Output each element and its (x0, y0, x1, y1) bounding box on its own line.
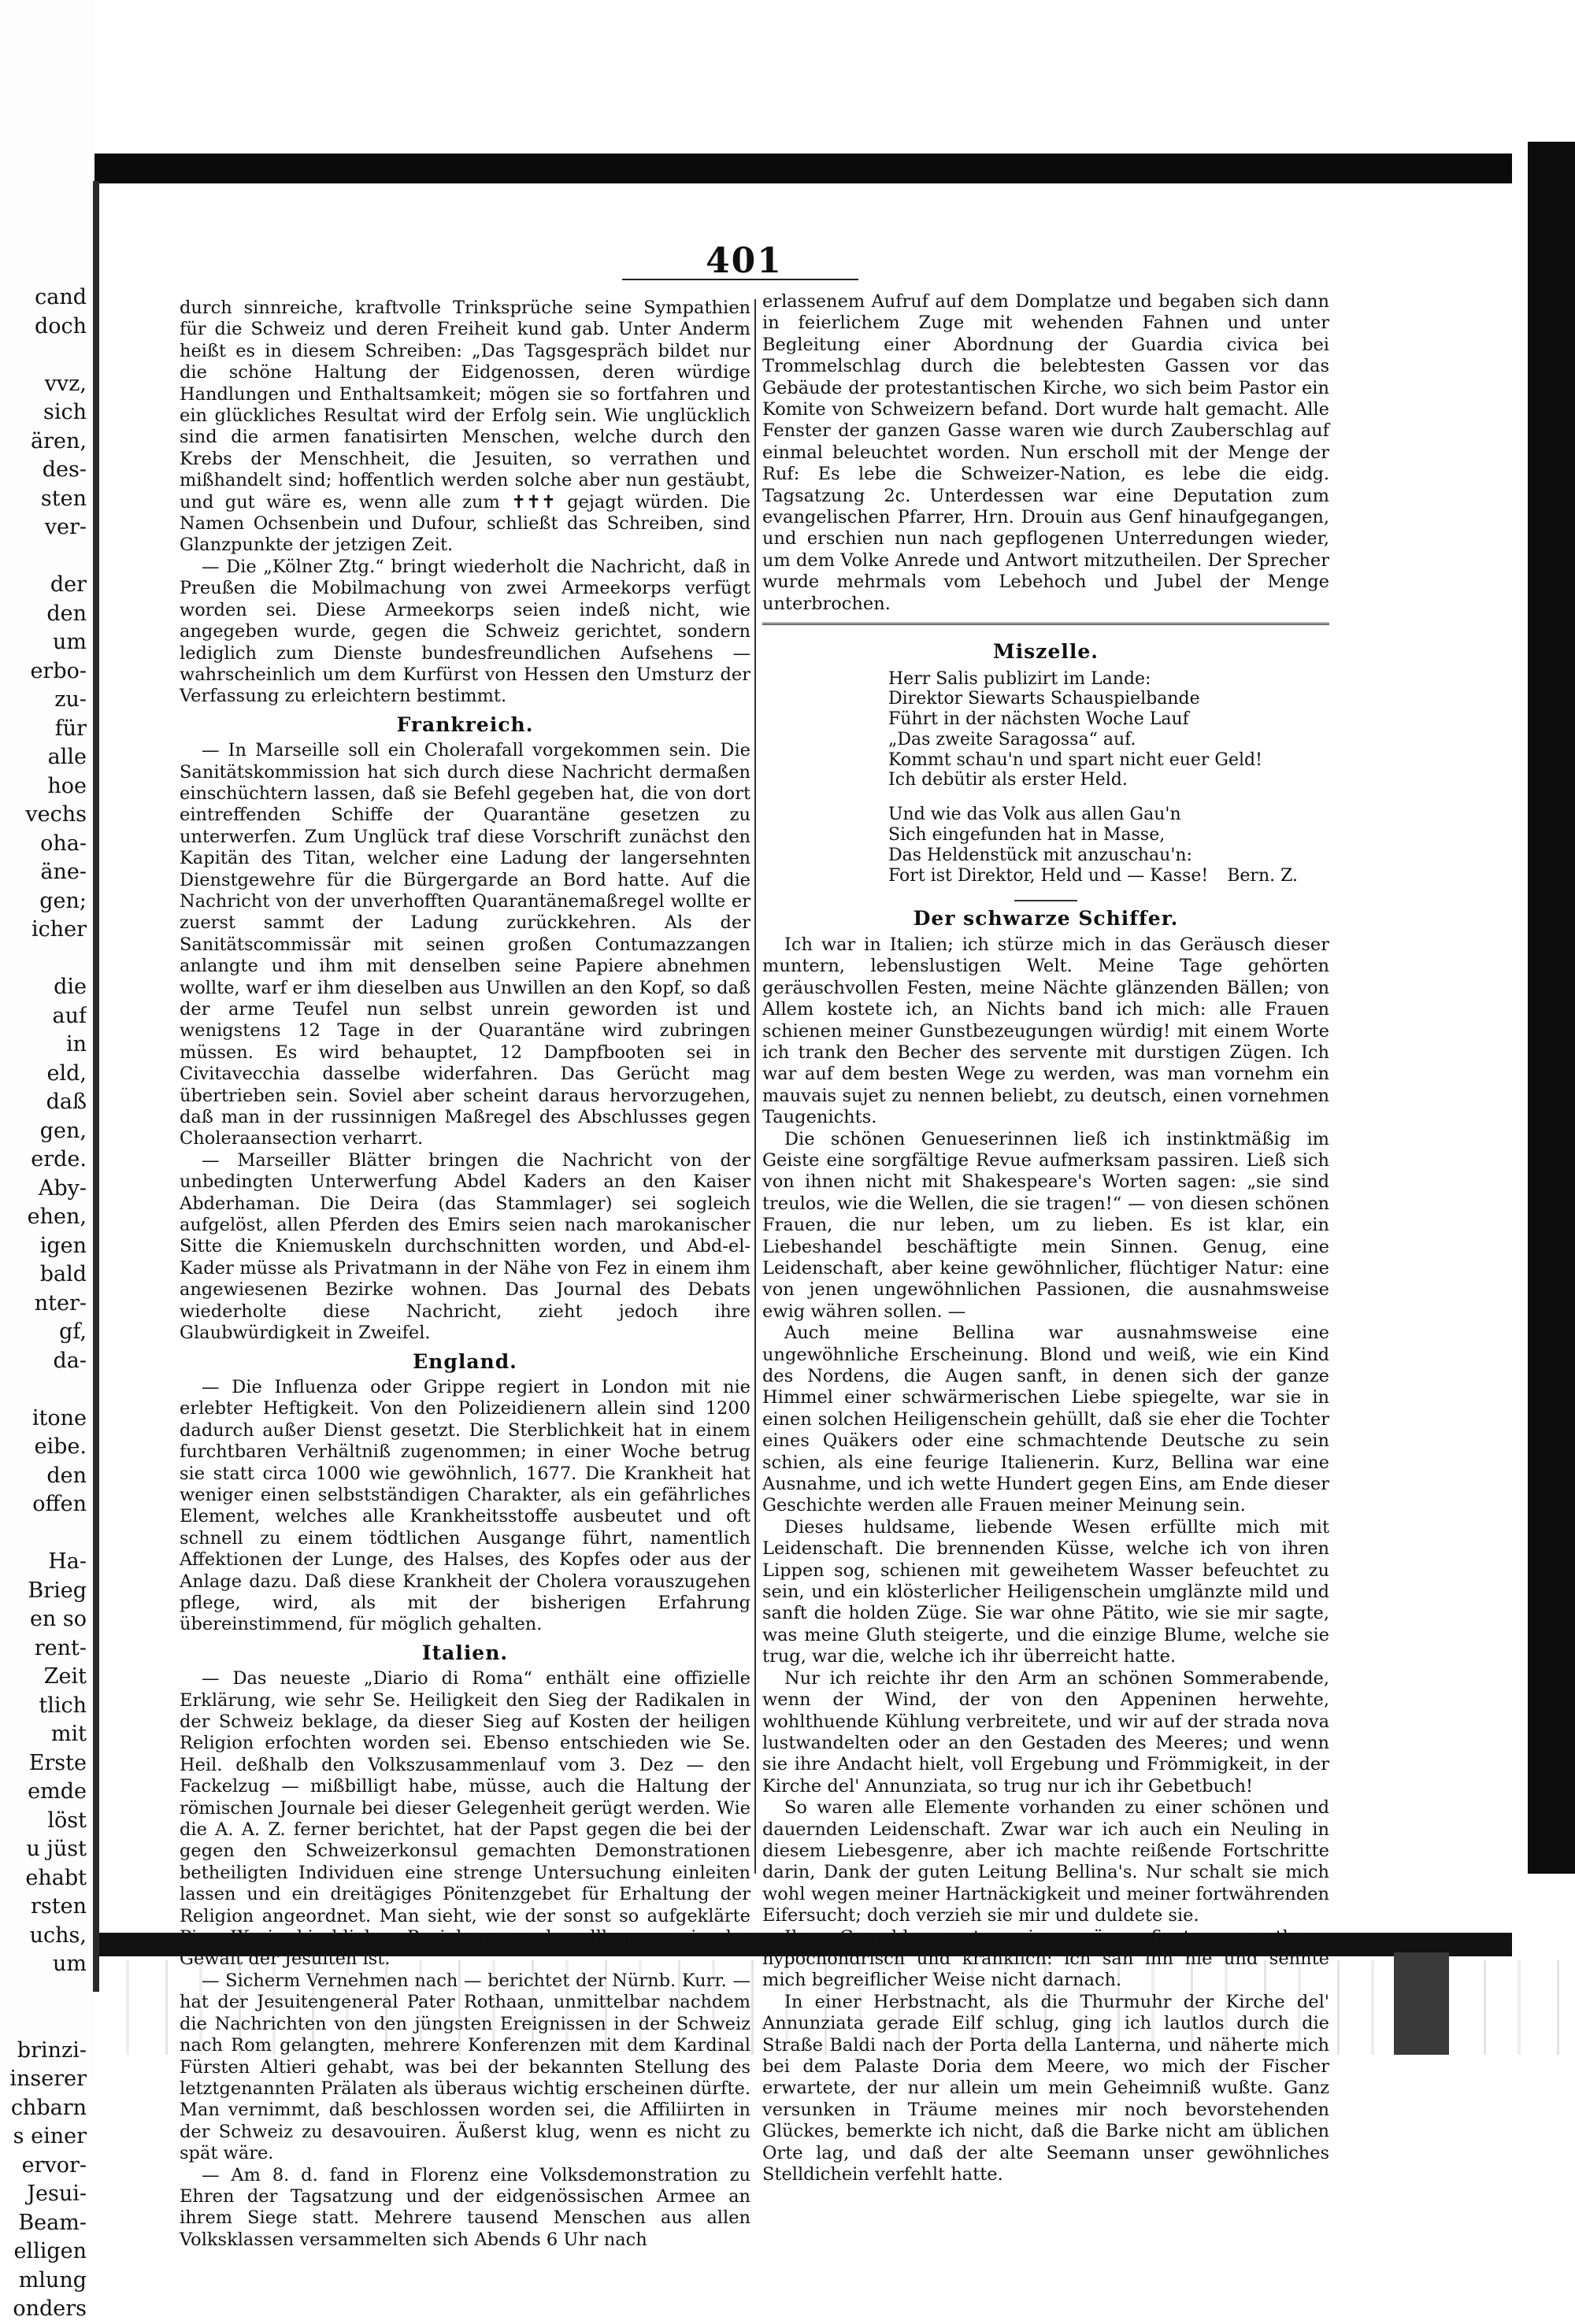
bleed-line: icher (31, 917, 87, 942)
bleed-line: die (54, 975, 87, 999)
article-paragraph: — Sicherm Vernehmen nach — berichtet der Nürnb. Kurr. — hat der Jesuitengeneral Pater Rothaan, unmittelbar nachdem die Nachrichten von den jüngsten Ereignissen in der Schweiz nach Rom gelangten, mehrere Konferenzen mit dem Kardinal Fürsten Altieri gehabt, was bei der bekannten Stellung des letztgenannten Prälaten als überaus wichtig erscheinen dürfte. Man vernimmt, daß beschlossen worden sei, die Affiliirten in der Schweiz zu desavouiren. Äußerst klug, wenn es nicht zu spät wäre. (180, 1970, 750, 2164)
bleed-line: tlich (39, 1693, 87, 1718)
bleed-line: Zeit (43, 1664, 87, 1689)
bleed-line: bald (39, 1262, 87, 1286)
poem-line: Sich eingefunden hat in Masse, (888, 825, 1166, 846)
article-paragraph: — In Marseille soll ein Cholerafall vorgekommen sein. Die Sanitätskommission hat sich durch diese Nachricht dermaßen einschüchtern lassen, daß sie Befehl gegeben hat, die von dort eintreffenden Schiffe der Quarantäne gesetzen zu unterwerfen. Zum Unglück traf diese Vorschrift zunächst den Kapitän des Titan, welcher eine Ladung der langersehnten Dienstgewehre für die Bürgergarde an Bord hatte. Auf die Nachricht von der unverhofften Quarantänemaßregel wollte er zuerst sammt der Ladung zurückkehren. Als der Sanitätscommissär mit seinen großen Contumazzangen anlangte und ihm mit denselben seine Papiere abnehmen wollte, warf er ihm dieselben aus Unwillen an den Kopf, so daß der arme Teufel nun selbst unrein geworden ist und wenigstens 12 Tage in der Quarantäne wird zubringen müssen. Es wird behauptet, 12 Dampfbooten sei in Civitavecchia dasselbe widerfahren. Das Gerücht mag übertrieben sein. Soviel aber scheint daraus hervorzugehen, daß man in der russinnigen Maßregel des Abschlusses gegen Choleraansection verharrt. (180, 740, 750, 1149)
bleed-line: oha- (40, 831, 87, 856)
poem-line: „Das zweite Saragossa“ auf. (888, 729, 1136, 749)
section-heading-frankreich: Frankreich. (396, 712, 534, 736)
poem-line: Das Heldenstück mit anzuschau'n: (888, 845, 1192, 865)
bleed-line (0, 1375, 87, 1404)
bleed-line: der (50, 572, 87, 597)
bleed-line: eibe. (34, 1434, 87, 1459)
poem-signature: Bern. Z. (1227, 865, 1298, 886)
section-rule (762, 623, 1329, 625)
bleed-line: igen (39, 1233, 87, 1258)
bleed-line: onders (13, 2296, 87, 2321)
scan-bottom-mark (1394, 1952, 1449, 2055)
bleed-line: erbo- (30, 658, 87, 683)
bleed-line: gen, (39, 1118, 87, 1143)
article-paragraph: — Am 8. d. fand in Florenz eine Volksdemonstration zu Ehren der Tagsatzung und der eidgenössischen Armee an ihrem Siege statt. Mehrere tausend Menschen aus allen Volksklassen versammelten sich Abends 6 Uhr nach (180, 2164, 750, 2250)
column-divider (754, 299, 756, 1874)
story-paragraph: In einer Herbstnacht, als die Thurmuhr der Kirche del' Annunziata gerade Eilf schlug, ging ich lautlos durch die Straße Baldi nach der Porta della Lanterna, und näherte mich bei dem Palaste Doria dem Meere, wo mich der Fischer erwartete, der nur allein um mein Geheimniß wußte. Ganz versunken in Träume meines mir noch bevorstehenden Glückes, bemerkte ich nicht, daß die Barke nicht am üblichen Orte lag, und daß der alte Seemann unser gewöhnliches Stelldichein verfehlt hatte. (762, 1991, 1329, 2185)
story-paragraph: Dieses huldsame, liebende Wesen erfüllte mich mit Leidenschaft. Die brennenden Küsse, welche ich von ihren Lippen sog, schienen mit geweihetem Wasser befeuchtet zu sein, und ein klösterlicher Heiligenschein umglänzte mild und sanft die holden Züge. Sie war ohne Pätito, wie sie mir sagte, was meine Gluth steigerte, und die einzige Blume, welche sie trug, war die, welche ich ihr überreicht hatte. (762, 1516, 1329, 1667)
bleed-line: äne- (40, 860, 87, 884)
bleed-line: Jesui- (27, 2182, 87, 2206)
bleed-line: en so (29, 1607, 87, 1631)
bleed-line: den (46, 1463, 87, 1488)
bleed-line: Beam- (18, 2210, 87, 2235)
bleed-line: nter- (34, 1290, 87, 1316)
intro-paragraph: — Die „Kölner Ztg.“ bringt wiederholt die Nachricht, daß in Preußen die Mobilmachung von zwei Armeekorps verfügt worden sei. Diese Armeekorps seien indeß nicht, wie angegeben wurde, gegen die Schweiz gerichtet, sondern lediglich zum Dienste bundesfreundlichen Aufsehens — wahrscheinlich um dem Kurfürst von Hessen den Umsturz der Verfassung zu erleichtern bestimmt. (180, 556, 750, 707)
bleed-line: da- (53, 1348, 87, 1373)
section-heading-italien: Italien. (421, 1641, 509, 1664)
bleed-line: vechs (25, 802, 87, 827)
bleed-line: alle (47, 745, 87, 769)
bleed-line: Brieg (28, 1578, 87, 1603)
bleed-line: hoe (47, 773, 87, 798)
bleed-line: löst (47, 1808, 87, 1833)
bleed-line: für (54, 716, 87, 741)
story-paragraph: Ich war in Italien; ich stürze mich in das Geräusch dieser muntern, lebenslustigen Welt. Meine Tage gehörten geräuschvollen Festen, meine Nächte glänzenden Bällen; von Allem kostete ich, an Nichts band ich mich: alle Frauen schienen meiner Gunstbezeugungen würdig! mit einem Worte ich trank den Becher des servente mit durstigen Zügen. Ich war auf dem besten Wege zu werden, was man vornehm ein mauvais sujet zu nennen beliebt, zu deutsch, einen vornehmen Taugenichts. (762, 934, 1329, 1128)
bleed-line: rsten (31, 1894, 87, 1919)
bleed-line: vvz, (44, 371, 87, 396)
section-heading-england: England. (413, 1349, 517, 1373)
story-paragraph: Die schönen Genueserinnen ließ ich instinktmäßig im Geiste eine sorgfältige Revue aufmerksam passiren. Ließ sich von ihnen nicht mit Shakespeare's Worten sagen: „sie sind treulos, wie die Wellen, die sie tragen!“ — von diesen schönen Frauen, die nur leben, um zu lieben. Es ist klar, ein Liebeshandel beschäftigte mein Sinnen. Genug, eine Leidenschaft, aber keine gewöhnlicher, flüchtiger Natur: eine von jenen ungewöhnlichen Passionen, die ausnahmsweise ewig währen sollen. — (762, 1128, 1329, 1322)
poem-last-line (888, 866, 1329, 886)
bleed-line (0, 542, 87, 572)
bleed-line: um (53, 630, 87, 654)
bleed-line: offen (32, 1492, 87, 1516)
article-paragraph: — Das neueste „Diario di Roma“ enthält eine offizielle Erklärung, wie sehr Se. Heiligkeit den Sieg der Radikalen in der Schweiz beklage, da dieser Sieg auf Kosten der heiligen Religion erfochten worden sei. Ebenso entschieden wie Se. Heil. deßhalb den Volkszusammenlauf vom 3. Dez — den Fackelzug — mißbilligt habe, müsse, auch die Haltung der römischen Journale bei dieser Gelegenheit gerügt werden. Wie die A. A. Z. ferner berichtet, hat der Papst gegen die bei der gegen den Schweizerkonsul gemachten Demonstrationen betheiligten Individuen eine strenge Untersuchung einleiten lassen und ein dreitägiges Pönitenzgebet für Erhaltung der Religion angeordnet. Man sieht, wie der sonst so aufgeklärte Pius IX. in kirchlicher Beziehung noch vollkommen in der Gewalt der Jesuiten ist. (180, 1668, 750, 1970)
story-paragraph: So waren alle Elemente vorhanden zu einer schönen und dauernden Leidenschaft. Zwar war ich auch ein Neuling in diesem Liebesgenre, aber ich machte reißende Fortschritte darin, Dank der guten Leitung Bellina's. Nur schalt sie mich wohl wegen meiner Hartnäckigkeit und meiner fortwährenden Eifersucht; doch verzieh sie mir und duldete sie. (762, 1797, 1329, 1926)
bleed-line: ver- (44, 515, 87, 539)
article-paragraph: — Marseiller Blätter bringen die Nachricht von der unbedingten Unterwerfung Abdel Kaders an den Kaiser Abderhaman. Die Deira (das Stammlager) sei sogleich aufgelöst, allen Pferden des Emirs seien nach marokanischer Sitte die Kniemuskeln durchschnitten worden, und Abd-el-Kader müsse als Privatmann in der Nähe von Fez in einem ihm angewiesenen Bezirke wohnen. Das Journal des Debats wiederholte diese Nachricht, zieht jedoch ihre Glaubwürdigkeit in Zweifel. (180, 1149, 750, 1344)
bleed-line (0, 1519, 87, 1549)
bleed-line: des- (42, 457, 87, 482)
bleed-line: doch (34, 313, 87, 339)
bleed-line: gf, (59, 1319, 87, 1344)
bleed-line: rent- (34, 1635, 87, 1660)
bleed-line: daß (46, 1090, 87, 1114)
bleed-line: u jüst (26, 1837, 87, 1861)
bleed-line (0, 1979, 87, 2008)
previous-page-bleed-text (0, 283, 87, 2324)
bleed-line: cand (35, 285, 87, 309)
bleed-line: ehen, (27, 1205, 87, 1229)
bleed-line: mit (50, 1722, 87, 1746)
poem-line: Direktor Siewarts Schauspielbande (888, 689, 1200, 709)
bleed-line: inserer (9, 2067, 87, 2091)
poem-stanza (888, 805, 1329, 886)
bleed-line: chbarn (10, 2095, 87, 2120)
bleed-line: mlung (18, 2267, 87, 2293)
section-rule (1014, 900, 1077, 901)
bleed-line: gen; (39, 888, 87, 913)
bleed-line: erde. (31, 1147, 87, 1171)
right-column (762, 291, 1329, 2185)
poem-stanza (888, 669, 1329, 791)
bleed-line: Ha- (48, 1549, 87, 1574)
article-paragraph: — Die Influenza oder Grippe regiert in London mit nie erlebter Heftigkeit. Von den Polizeidienern allein sind 1200 dadurch außer Dienst gesetzt. Die Sterblichkeit hat in einem furchtbaren Verhältniß zugenommen; in einer Woche betrug sie statt circa 1000 wie gewöhnlich, 1677. Die Krankheit hat weniger einen selbstständigen Charakter, als ein gefährliches Element, welches alle Krankheitsstoffe ausbeutet und oft schnell zu einem tödtlichen Ausgange führt, namentlich Affektionen der Lunge, des Halses, des Kopfes oder aus der Anlage dazu. Daß diese Krankheit der Cholera vorauszugehen pflege, wird, als mit der bisherigen Erfahrung übereinstimmend, für möglich gehalten. (180, 1376, 750, 1635)
left-column (180, 298, 750, 2251)
bleed-line: Erste (28, 1750, 87, 1775)
section-heading-schwarze-schiffer: Der schwarze Schiffer. (913, 907, 1179, 931)
bleed-line: Aby- (38, 1175, 87, 1201)
poem-line: Kommt schau'n und spart nicht euer Geld! (888, 749, 1262, 770)
story-paragraph: Nur ich reichte ihr den Arm an schönen Sommerabende, wenn der Wind, der von den Appeninen herwehte, wohlthuende Kühlung verbreitete, und wir auf der strada nova lustwandelten oder an den Gestaden des Meeres; und wenn sie ihre Andacht hielt, voll Ergebung und Frömmigkeit, in der Kirche del' Annunziata, so trug nur ich ihr Gebetbuch! (762, 1667, 1329, 1797)
bleed-line: elligen (13, 2239, 87, 2263)
scan-top-margin (0, 0, 1575, 134)
bleed-line: um (53, 1952, 87, 1976)
scan-top-border (94, 154, 1512, 183)
bleed-line: auf (52, 1003, 87, 1028)
page-number: 401 (706, 241, 783, 281)
section-heading-miszelle: Miszelle. (993, 640, 1099, 664)
bleed-line: emde (28, 1779, 87, 1804)
poem (888, 669, 1329, 886)
bleed-line: eld, (46, 1060, 87, 1086)
bleed-line: sten (40, 486, 87, 511)
bleed-line: brinzi- (17, 2037, 87, 2063)
bleed-line: uchs, (29, 1922, 87, 1948)
bleed-line: s einer (13, 2124, 87, 2148)
intro-paragraph: durch sinnreiche, kraftvolle Trinksprüche seine Sympathien für die Schweiz und deren Freiheit kund gab. Unter Anderm heißt es in diesem Schreiben: „Das Tagsgespräch bildet nur die schöne Haltung der Eidgenossen, deren würdige Handlungen und Enthaltsamkeit; mögen sie so fortfahren und ein glückliches Resultat wird der Erfolg sein. Wie unglücklich sind die armen fanatisirten Menschen, welche durch den Krebs der Menschheit, die Jesuiten, so verrathen und mißhandelt sind; hoffentlich werden solche aber nun gestäubt, und gut wäre es, wenn alle zum ✝✝✝ gejagt würden. Die Namen Ochsenbein und Dufour, schließt das Schreiben, sind Glanzpunkte der jetzigen Zeit. (180, 298, 750, 556)
poem-line: Ich debütir als erster Held. (888, 770, 1128, 790)
poem-line: Herr Salis publizirt im Lande: (888, 668, 1151, 689)
bleed-line: ären, (31, 428, 87, 453)
story-paragraph: Auch meine Bellina war ausnahmsweise eine ungewöhnliche Erscheinung. Blond und weiß, wie ein Kind des Nordens, die Augen sanft, in denen sich der ganze Himmel einer schwärmerischen Liebe spiegelte, war sie in einen solchen Heiligenschein gehüllt, daß sie eher die Tochter eines Quäkers oder eine schmachtende Deutsche zu sein schien, als eine feurige Italienerin. Kurz, Bellina war eine Ausnahme, und ich wette Hundert gegen Eins, am Ende dieser Geschichte werden alle Frauen meiner Meinung sein. (762, 1323, 1329, 1516)
book-spine (93, 181, 99, 1992)
page-number-rule (622, 279, 858, 280)
poem-line: Führt in der nächsten Woche Lauf (888, 709, 1189, 730)
bleed-line: ervor- (21, 2152, 87, 2178)
poem-line: Und wie das Volk aus allen Gau'n (888, 805, 1181, 825)
bleed-line: den (46, 601, 87, 626)
bleed-line (0, 2008, 87, 2037)
bleed-line: zu- (54, 687, 87, 712)
poem-line: Fort ist Direktor, Held und — Kasse! (888, 865, 1209, 886)
bleed-line: itone (32, 1405, 87, 1430)
bleed-line (0, 341, 87, 370)
bleed-line: in (65, 1032, 87, 1057)
bleed-line: sich (43, 400, 87, 424)
continuation-paragraph: erlassenem Aufruf auf dem Domplatze und begaben sich dann in feierlichem Zuge mit wehenden Fahnen und unter Begleitung einer Abordnung der Guardia civica bei Trommelschlag durch die belebtesten Gassen vor das Gebäude der protestantischen Kirche, wo sich beim Pastor ein Komite von Schweizern befand. Dort wurde halt gemacht. Alle Fenster der ganzen Gasse waren wie durch Zauberschlag auf einmal beleuchtet worden. Nun erscholl mit der Menge der Ruf: Es lebe die Schweizer-Nation, es lebe die eidg. Tagsatzung 2c. Unterdessen war eine Deputation zum evangelischen Pfarrer, Hrn. Drouin aus Genf hinaufgegangen, und erschien nun nach gepflogenen Unterredungen wieder, um dem Volke Anrede und Antwort mitzutheilen. Der Sprecher wurde mehrmals vom Lebehoch und Jubel der Menge unterbrochen. (762, 291, 1329, 614)
bleed-line (0, 945, 87, 974)
story-paragraph: Ihr Gemahl, sagte sie, wäre finster, wortkarg, hypochondrisch und kränklich: ich sah ihn nie und sehnte mich begreiflicher Weise nicht darnach. (762, 1926, 1329, 1991)
scan-right-border (1528, 142, 1575, 1874)
bleed-line: ehabt (25, 1865, 87, 1890)
